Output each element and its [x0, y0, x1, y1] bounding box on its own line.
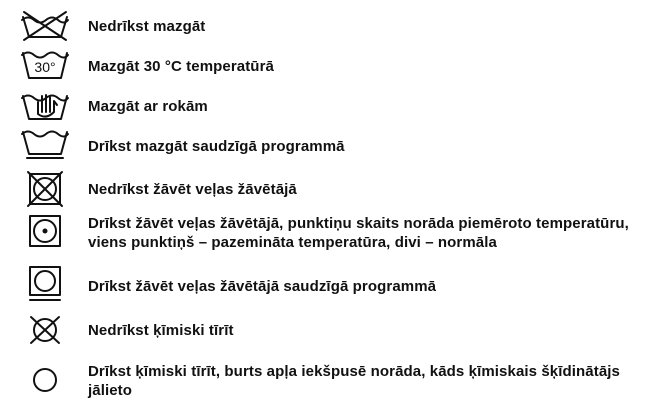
care-label: Nedrīkst mazgāt — [88, 18, 206, 35]
care-label: Drīkst žāvēt veļas žāvētājā saudzīgā programmā — [88, 278, 437, 295]
tub-hand-icon — [18, 88, 72, 122]
care-label: Nedrīkst ķīmiski tīrīt — [88, 322, 234, 339]
dry-clean-crossed-icon — [18, 313, 72, 347]
temp-text: 30° — [34, 59, 56, 75]
dry-clean-circle-icon — [18, 362, 72, 396]
tumble-dry-crossed-icon — [18, 172, 72, 206]
tub-crossed-icon — [18, 8, 72, 42]
tub-30-icon — [18, 48, 72, 82]
care-label: Drīkst ķīmiski tīrīt, burts apļa iekšpusē norāda, kāds ķīmiskais šķīdinātājs jālieto — [88, 363, 620, 399]
care-label: Drīkst žāvēt veļas žāvētājā, punktiņu skaits norāda piemēroto temperatūru, viens punktiņš – pazemināta temperatūra, divi – normāla — [88, 215, 629, 251]
care-label: Mazgāt ar rokām — [88, 98, 208, 115]
tub-gentle-icon — [18, 128, 72, 162]
care-label: Nedrīkst žāvēt veļas žāvētājā — [88, 181, 297, 198]
care-label: Mazgāt 30 °C temperatūrā — [88, 58, 274, 75]
tumble-dry-gentle-icon — [18, 268, 72, 302]
care-label: Drīkst mazgāt saudzīgā programmā — [88, 138, 345, 155]
tumble-dry-dot-icon — [18, 214, 72, 248]
